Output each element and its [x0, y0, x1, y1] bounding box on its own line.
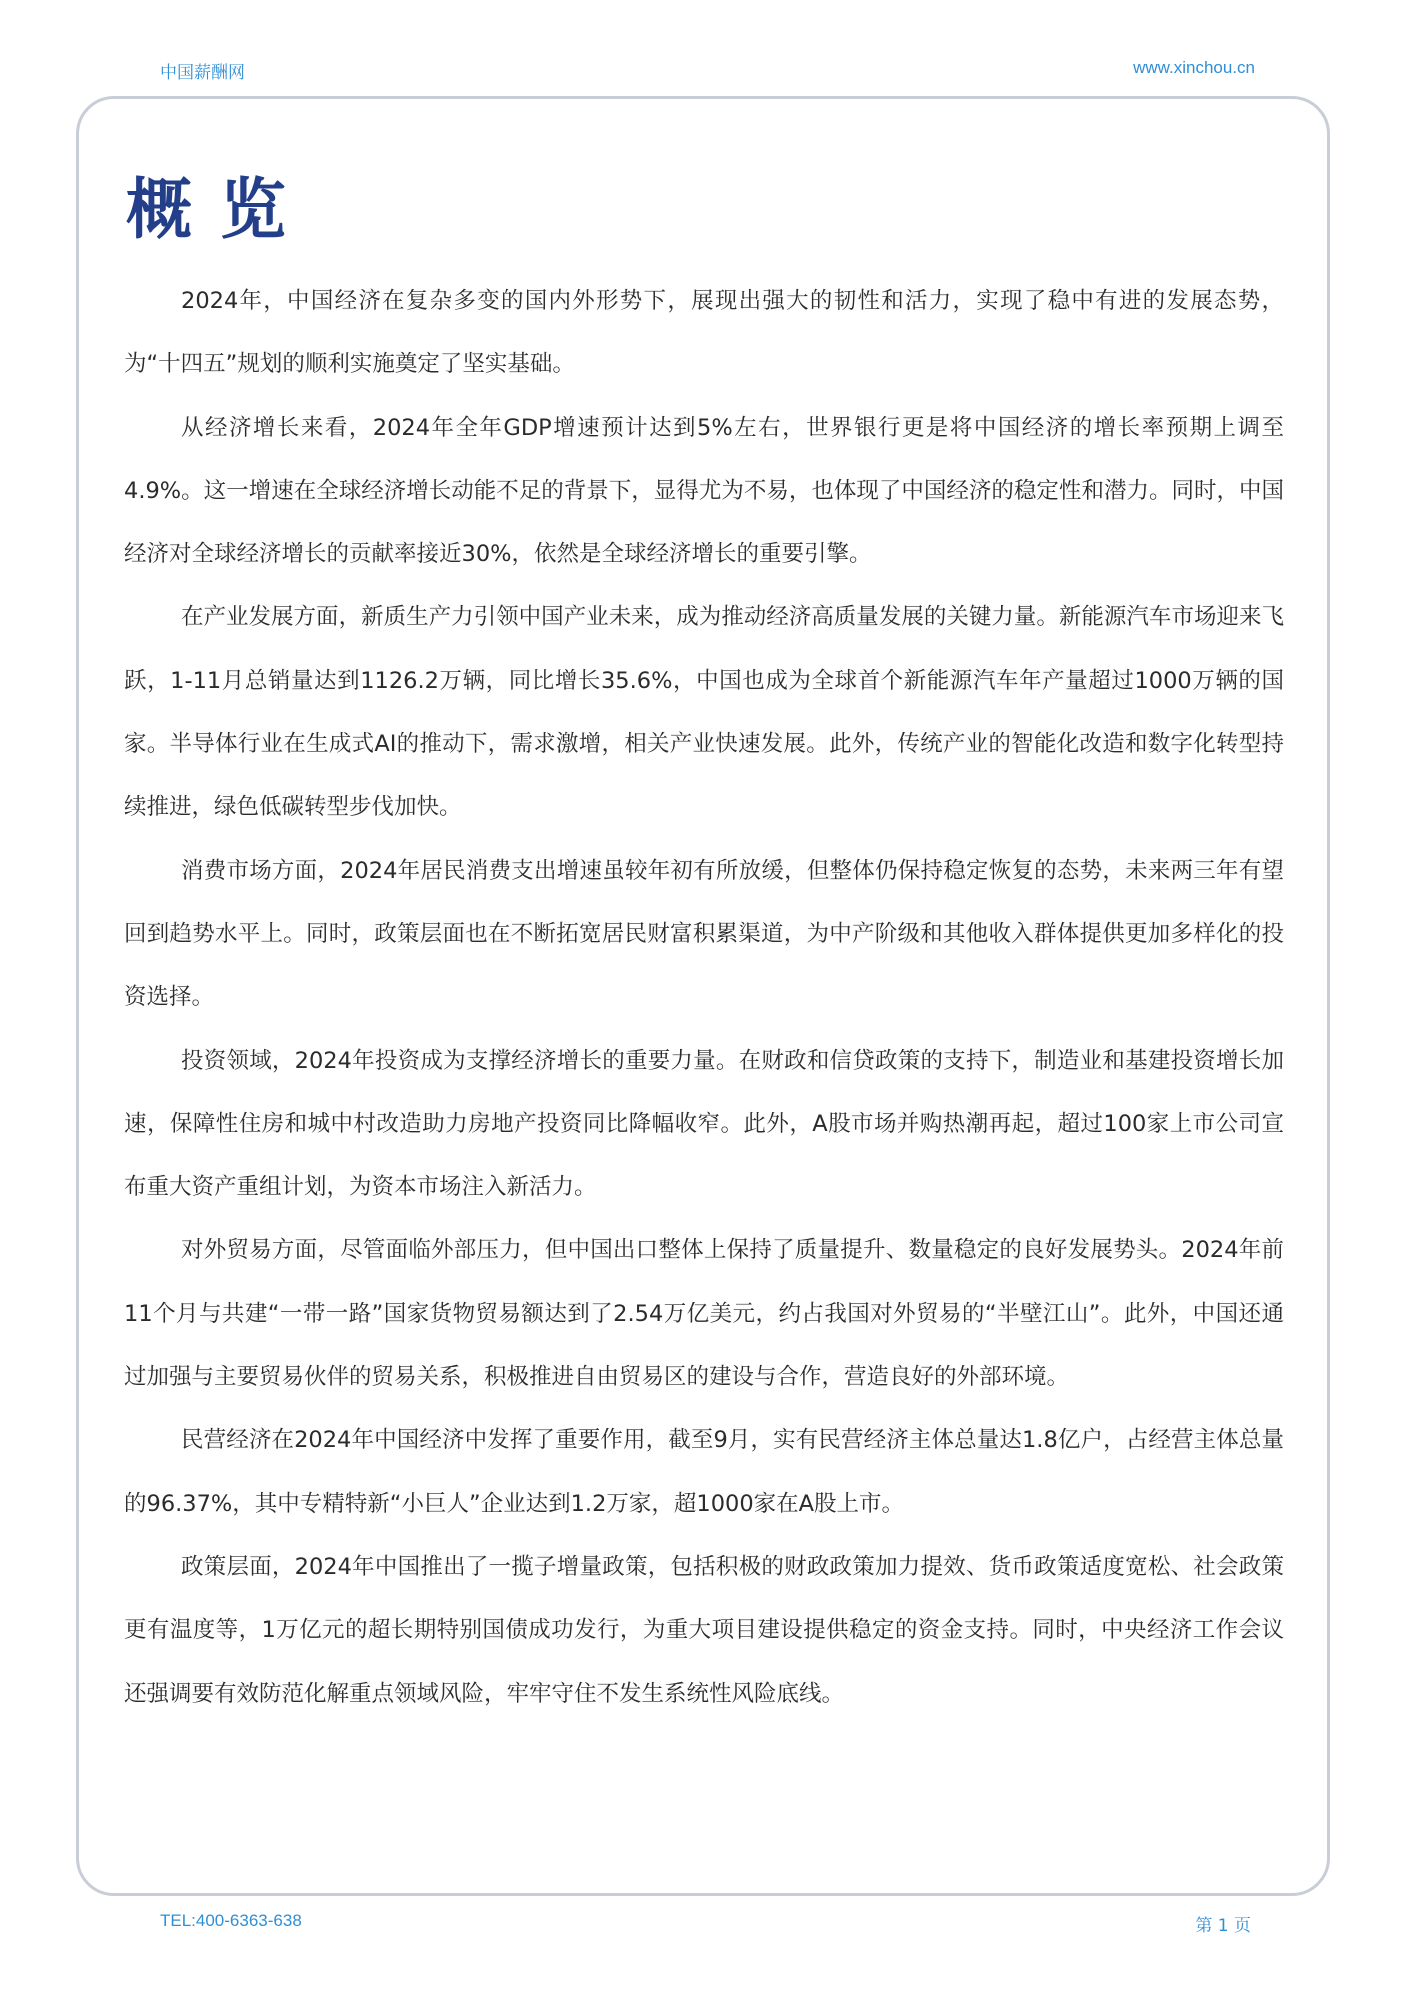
paragraph-intro: 2024年，中国经济在复杂多变的国内外形势下，展现出强大的韧性和活力，实现了稳中有进的发展态势，为“十四五”规划的顺利实施奠定了坚实基础。 — [124, 288, 1284, 378]
paragraph-policy: 政策层面，2024年中国推出了一揽子增量政策，包括积极的财政政策加力提效、货币政策适度宽松、社会政策更有温度等，1万亿元的超长期特别国债成功发行，为重大项目建设提供稳定的资金支持。同时，中央经济工作会议还强调要有效防范化解重点领域风险，牢牢守住不发生系统性风险底线。 — [124, 1553, 1284, 1707]
paragraph-consumption: 消费市场方面，2024年居民消费支出增速虽较年初有所放缓，但整体仍保持稳定恢复的态势，未来两三年有望回到趋势水平上。同时，政策层面也在不断拓宽居民财富积累渠道，为中产阶级和其他收入群体提供更加多样化的投资选择。 — [124, 857, 1284, 1011]
article-body — [124, 270, 1284, 1726]
page-number: 第 1 页 — [1195, 1916, 1251, 1936]
page-title: 概览 — [126, 171, 314, 248]
site-name: 中国薪酬网 — [160, 63, 245, 83]
phone-number: TEL:400-6363-638 — [160, 1911, 302, 1930]
paragraph-trade: 对外贸易方面，尽管面临外部压力，但中国出口整体上保持了质量提升、数量稳定的良好发展势头。2024年前11个月与共建“一带一路”国家货物贸易额达到了2.54万亿美元，约占我国对外贸易的“半壁江山”。此外，中国还通过加强与主要贸易伙伴的贸易关系，积极推进自由贸易区的建设与合作，营造良好的外部环境。 — [124, 1237, 1284, 1391]
paragraph-private-economy: 民营经济在2024年中国经济中发挥了重要作用，截至9月，实有民营经济主体总量达1.8亿户，占经营主体总量的96.37%，其中专精特新“小巨人”企业达到1.2万家，超1000家在A股上市。 — [124, 1427, 1284, 1517]
paragraph-industry: 在产业发展方面，新质生产力引领中国产业未来，成为推动经济高质量发展的关键力量。新能源汽车市场迎来飞跃，1-11月总销量达到1126.2万辆，同比增长35.6%，中国也成为全球首个新能源汽车年产量超过1000万辆的国家。半导体行业在生成式AI的推动下，需求激增，相关产业快速发展。此外，传统产业的智能化改造和数字化转型持续推进，绿色低碳转型步伐加快。 — [124, 604, 1284, 821]
site-url-link[interactable]: www.xinchou.cn — [1133, 58, 1255, 77]
paragraph-investment: 投资领域，2024年投资成为支撑经济增长的重要力量。在财政和信贷政策的支持下，制造业和基建投资增长加速，保障性住房和城中村改造助力房地产投资同比降幅收窄。此外，A股市场并购热潮再起，超过100家上市公司宣布重大资产重组计划，为资本市场注入新活力。 — [124, 1047, 1284, 1201]
paragraph-growth: 从经济增长来看，2024年全年GDP增速预计达到5%左右，世界银行更是将中国经济的增长率预期上调至4.9%。这一增速在全球经济增长动能不足的背景下，显得尤为不易，也体现了中国经济的稳定性和潜力。同时，中国经济对全球经济增长的贡献率接近30%，依然是全球经济增长的重要引擎。 — [124, 414, 1284, 568]
